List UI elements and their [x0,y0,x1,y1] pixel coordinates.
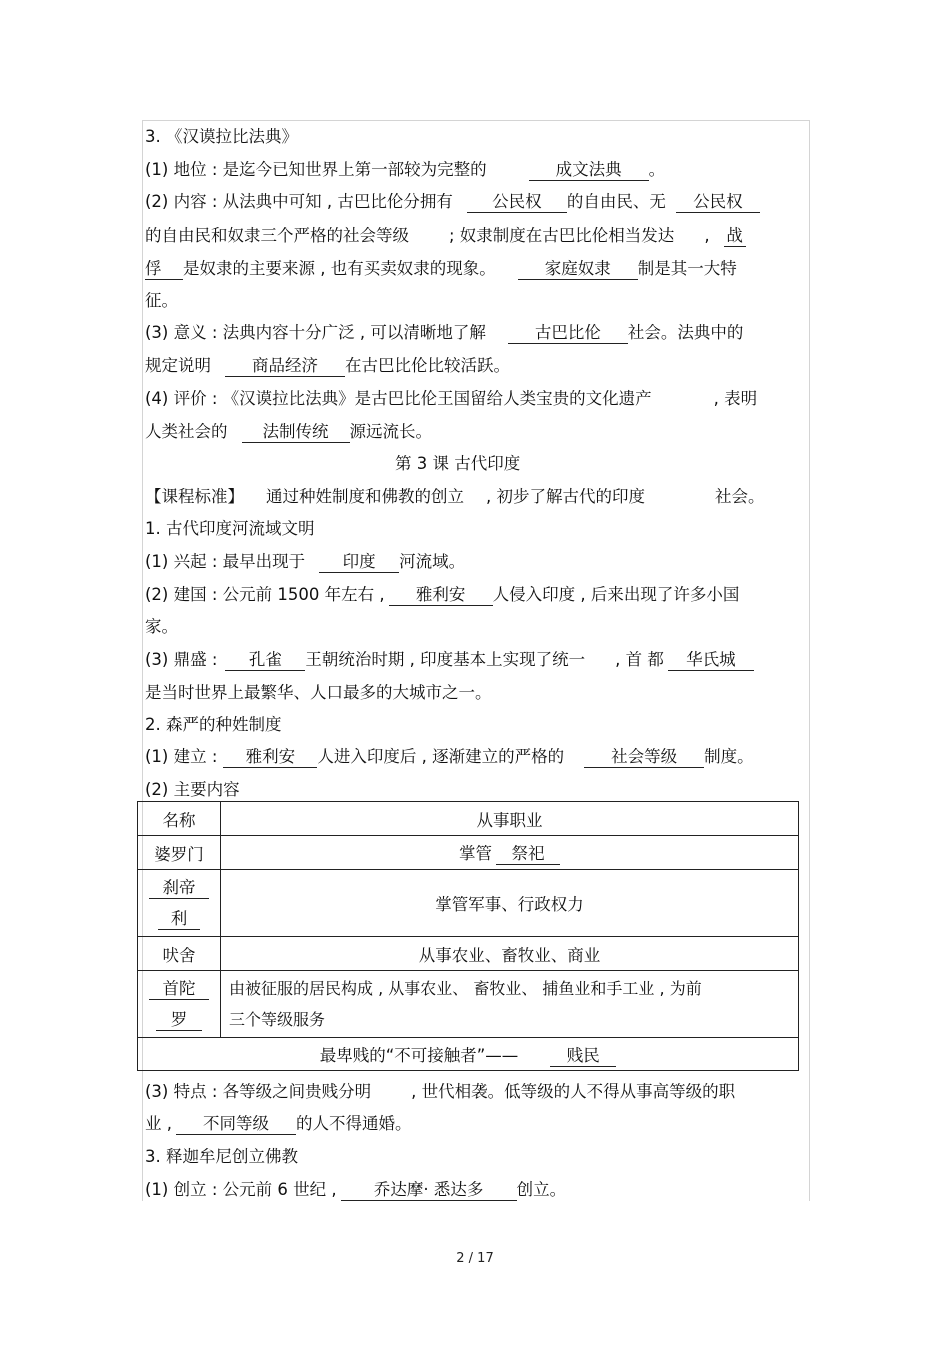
caste-name: 婆罗门 [138,836,221,870]
text: (1) 地位 : 是迄今已知世界上第一部较为完整的 [145,160,487,179]
paragraph [145,649,754,671]
paragraph [145,225,746,247]
answer-blank: 印度 [319,552,399,573]
answer-blank: 利 [158,909,200,930]
text: 人类社会的 [145,422,228,441]
text: 的自由民、无 [566,192,666,211]
answer-blank: 罗 [156,1010,202,1031]
text: , [704,226,710,245]
caste-name [138,870,221,937]
answer-blank: 家庭奴隶 [518,259,638,280]
text: , 表明 [713,389,758,408]
text: 最卑贱的“不可接触者”—— [319,1045,519,1065]
table-row [138,802,799,836]
text: 制度。 [704,747,754,766]
table-row [138,870,799,937]
table-footer-cell [138,1038,799,1071]
text: , 初步了解古代的印度 [486,487,645,506]
text: (2) 建国 : 公元前 1500 年左右 , [145,585,385,604]
paragraph: (2) 主要内容 [145,780,240,799]
text: 由被征服的居民构成 , 从事农业、 畜牧业、 捕鱼业和手工业 , 为前 [229,979,702,998]
table-header-cell: 名称 [138,802,221,836]
table-row [138,971,799,1038]
paragraph [145,388,757,410]
text: 人进入印度后 , 逐渐建立的严格的 [317,747,565,766]
section-title: 1. 古代印度河流域文明 [145,519,315,538]
section-title: 2. 森严的种姓制度 [145,715,282,734]
text: 创立。 [516,1180,567,1199]
answer-blank: 乔达摩· 悉达多 [341,1180,517,1201]
caste-name [138,971,221,1038]
text: 业 , [145,1114,172,1133]
text: 王朝统治时期 , 印度基本上实现了统一 [305,650,586,669]
text: 社会。法典中的 [627,323,744,342]
answer-blank: 法制传统 [242,422,350,443]
answer-blank: 商品经济 [225,356,345,377]
caste-table [137,801,799,1071]
caste-name: 吠舍 [138,937,221,971]
answer-blank: 不同等级 [176,1114,296,1135]
text: 社会。 [715,487,765,506]
text: (1) 建立 : [145,747,218,766]
answer-blank: 社会等级 [584,747,704,768]
answer-blank: 古巴比伦 [508,323,628,344]
paragraph [145,355,510,377]
paragraph [145,1113,412,1135]
page-number: 2 / 17 [456,1251,494,1266]
text: (4) 评价 : 《汉谟拉比法典》是古巴比伦王国留给人类宝贵的文化遗产 [145,389,652,408]
answer-blank: 公民权 [467,192,567,213]
text: 制是其一大特 [637,259,737,278]
text: 源远流长。 [349,422,432,441]
text: , 首 都 [615,650,664,669]
answer-blank: 华氏城 [668,650,754,671]
text: 。 [648,160,666,179]
paragraph: 家。 [145,617,178,636]
text: 掌管 [459,844,492,863]
section-title: 3. 释迦牟尼创立佛教 [145,1147,298,1166]
paragraph [145,1081,735,1103]
course-standard [145,486,765,508]
text: (3) 特点 : 各等级之间贵贱分明 [145,1082,372,1101]
text: (1) 兴起 : 最早出现于 [145,552,306,571]
text: ; 奴隶制度在古巴比伦相当发达 [449,226,675,245]
text: 是奴隶的主要来源 , 也有买卖奴隶的现象。 [183,259,496,278]
paragraph [145,1179,566,1201]
paragraph: 征。 [145,291,178,310]
answer-blank: 成文法典 [529,160,649,181]
table-header-cell: 从事职业 [221,802,799,836]
answer-blank: 刹帝 [149,878,209,899]
text: (2) 内容 : 从法典中可知 , 古巴比伦分拥有 [145,192,453,211]
text: 规定说明 [145,356,211,375]
table-row [138,836,799,870]
paragraph [145,258,737,280]
paragraph [145,191,760,213]
text: 【课程标准】 [145,487,244,506]
text: 的人不得通婚。 [296,1114,412,1133]
table-row [138,937,799,971]
paragraph [145,746,754,768]
section-title: 3. 《汉谟拉比法典》 [145,127,298,146]
paragraph [145,322,743,344]
caste-job: 掌管军事、行政权力 [221,870,799,937]
text: (3) 鼎盛 : [145,650,218,669]
text: 的自由民和奴隶三个严格的社会等级 [145,226,409,245]
text: 河流域。 [399,552,466,571]
table-row [138,1038,799,1071]
caste-job [221,971,799,1038]
answer-blank: 俘 [145,259,183,280]
paragraph [145,551,465,573]
text: (3) 意义 : 法典内容十分广泛 , 可以清晰地了解 [145,323,486,342]
caste-job [221,836,799,870]
text: 在古巴比伦比较活跃。 [345,356,510,375]
paragraph [145,584,739,606]
answer-blank: 战 [724,226,746,247]
paragraph: 是当时世界上最繁华、人口最多的大城市之一。 [145,683,492,702]
paragraph [145,421,432,443]
text: 三个等级服务 [229,1010,326,1029]
answer-blank: 祭祀 [496,844,560,865]
lesson-heading: 第 3 课 古代印度 [395,454,521,473]
answer-blank: 贱民 [550,1046,616,1067]
text: 通过种姓制度和佛教的创立 [266,487,464,506]
text: , 世代相袭。低等级的人不得从事高等级的职 [411,1082,736,1101]
text: 人侵入印度 , 后来出现了许多小国 [492,585,740,604]
answer-blank: 孔雀 [225,650,305,671]
answer-blank: 公民权 [676,192,760,213]
answer-blank: 雅利安 [389,585,493,606]
caste-job: 从事农业、畜牧业、商业 [221,937,799,971]
paragraph [145,159,665,181]
text: (1) 创立 : 公元前 6 世纪 , [145,1180,337,1199]
answer-blank: 雅利安 [223,747,317,768]
answer-blank: 首陀 [149,979,209,1000]
